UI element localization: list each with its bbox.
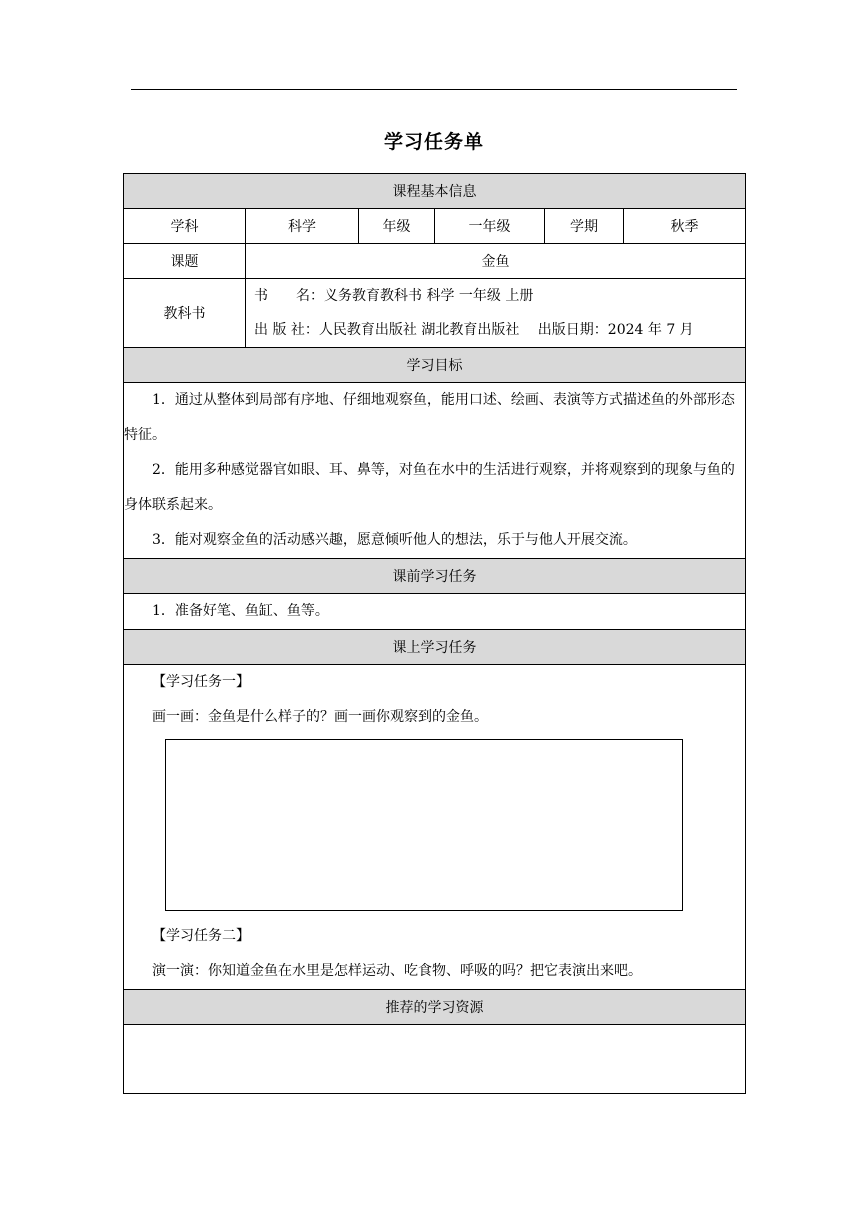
term-value: 秋季 [624,209,746,244]
task-sheet-table [123,173,746,1094]
in-class-content [124,665,746,990]
textbook-info [246,279,746,348]
grade-label: 年级 [359,209,435,244]
page-title: 学习任务单 [383,131,484,153]
header-rule [131,89,737,90]
topic-value: 金鱼 [246,244,746,279]
task1-text: 画一画：金鱼是什么样子的？画一画你观察到的金鱼。 [152,709,488,725]
section-header-goals: 学习目标 [124,348,746,383]
task1-title: 【学习任务一】 [152,674,250,690]
subject-value: 科学 [246,209,359,244]
section-header-basic-info: 课程基本信息 [124,174,746,209]
goal-item: 1．通过从整体到局部有序地、仔细地观察鱼，能用口述、绘画、表演等方式描述鱼的外部形态特征。 [124,392,735,443]
grade-value: 一年级 [435,209,545,244]
goals-content [124,383,746,559]
pre-class-content [124,594,746,630]
task2-text: 演一演：你知道金鱼在水里是怎样运动、吃食物、呼吸的吗？把它表演出来吧。 [152,963,642,979]
task2-title: 【学习任务二】 [152,928,250,944]
goal-item: 3．能对观察金鱼的活动感兴趣，愿意倾听他人的想法，乐于与他人开展交流。 [152,532,637,548]
pre-class-item: 1．准备好笔、鱼缸、鱼等。 [152,603,329,619]
topic-label: 课题 [124,244,246,279]
section-header-pre-class: 课前学习任务 [124,559,746,594]
section-header-in-class: 课上学习任务 [124,630,746,665]
textbook-label: 教科书 [124,279,246,348]
term-label: 学期 [545,209,624,244]
goal-item: 2．能用多种感觉器官如眼、耳、鼻等，对鱼在水中的生活进行观察，并将观察到的现象与鱼的身体联系起来。 [124,462,735,513]
textbook-name-line: 书 名：义务教育教科书 科学 一年级 上册 [254,288,534,304]
drawing-area[interactable] [165,739,683,911]
subject-label: 学科 [124,209,246,244]
resources-content [124,1025,746,1094]
section-header-resources: 推荐的学习资源 [124,990,746,1025]
textbook-publisher-line: 出 版 社：人民教育出版社 湖北教育出版社 出版日期：2024 年 7 月 [254,322,694,338]
